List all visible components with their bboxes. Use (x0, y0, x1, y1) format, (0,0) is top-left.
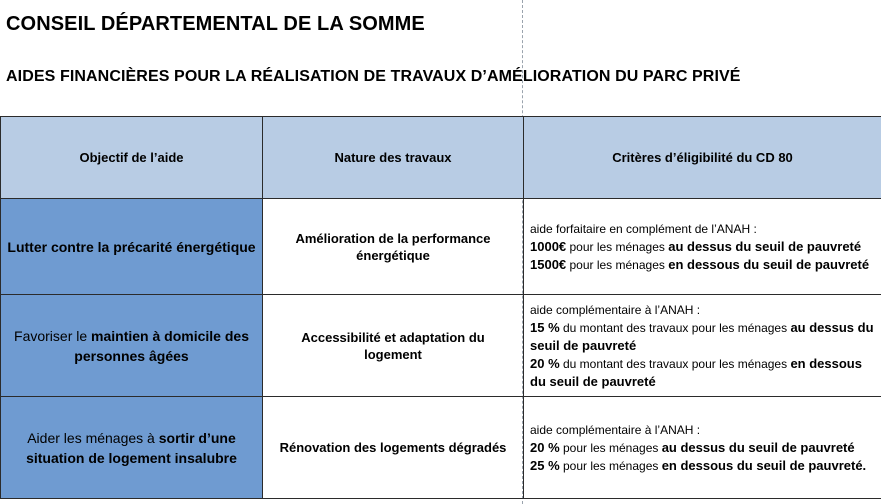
table-row (1, 199, 881, 295)
criteria-condition: au dessus du seuil de pauvreté (668, 238, 862, 254)
criteria-text: pour les ménages (559, 440, 662, 455)
criteria-amount: 20 % (530, 355, 560, 371)
table-header-row (1, 117, 881, 199)
table-row (1, 295, 881, 397)
criteria-condition: en dessous du seuil de pauvreté (530, 355, 862, 389)
page-title: CONSEIL DÉPARTEMENTAL DE LA SOMME (6, 13, 425, 35)
objective-cell (1, 295, 263, 397)
objective-text-plain: Favoriser le (14, 327, 92, 344)
page-subtitle: AIDES FINANCIÈRES POUR LA RÉALISATION DE TRAVAUX D’AMÉLIORATION DU PARC PRIVÉ (6, 68, 741, 85)
objective-text-plain: Aider les ménages à (27, 429, 159, 446)
criteria-amount: 15 % (530, 319, 560, 335)
header-objective: Objectif de l’aide (1, 117, 263, 199)
objective-text: sortir d’une situation de logement insalubre (26, 429, 237, 466)
criteria-cell (524, 295, 881, 397)
objective-cell (1, 199, 263, 295)
criteria-cell (524, 199, 881, 295)
criteria-line (530, 319, 875, 355)
criteria-line (530, 355, 875, 391)
criteria-condition: au dessus du seuil de pauvreté (661, 439, 855, 455)
header-criteria: Critères d’éligibilité du CD 80 (524, 117, 881, 199)
criteria-intro: aide complémentaire à l’ANAH : (530, 302, 701, 317)
criteria-text: pour les ménages (559, 458, 662, 473)
nature-cell: Rénovation des logements dégradés (263, 397, 524, 499)
criteria-text: du montant des travaux pour les ménages (559, 320, 791, 335)
criteria-amount: 20 % (530, 439, 560, 455)
criteria-condition: en dessous du seuil de pauvreté (668, 256, 870, 272)
objective-cell (1, 397, 263, 499)
criteria-text: pour les ménages (566, 239, 669, 254)
criteria-line (530, 457, 875, 475)
criteria-text: du montant des travaux pour les ménages (559, 356, 791, 371)
criteria-intro: aide forfaitaire en complément de l’ANAH : (530, 221, 757, 236)
criteria-intro: aide complémentaire à l’ANAH : (530, 422, 701, 437)
criteria-line (530, 439, 875, 457)
objective-text: maintien à domicile des personnes âgées (74, 327, 249, 364)
aid-table (0, 116, 881, 499)
table-row (1, 397, 881, 499)
criteria-amount: 1000€ (530, 238, 567, 254)
nature-cell: Accessibilité et adaptation du logement (263, 295, 524, 397)
nature-cell: Amélioration de la performance énergétique (263, 199, 524, 295)
criteria-cell (524, 397, 881, 499)
criteria-amount: 25 % (530, 457, 560, 473)
objective-text: Lutter contre la précarité énergétique (7, 238, 256, 255)
criteria-condition: au dessus du seuil de pauvreté (530, 319, 874, 353)
criteria-line (530, 256, 875, 274)
criteria-condition: en dessous du seuil de pauvreté. (661, 457, 867, 473)
criteria-line (530, 238, 875, 256)
criteria-amount: 1500€ (530, 256, 567, 272)
header-nature: Nature des travaux (263, 117, 524, 199)
criteria-text: pour les ménages (566, 257, 669, 272)
